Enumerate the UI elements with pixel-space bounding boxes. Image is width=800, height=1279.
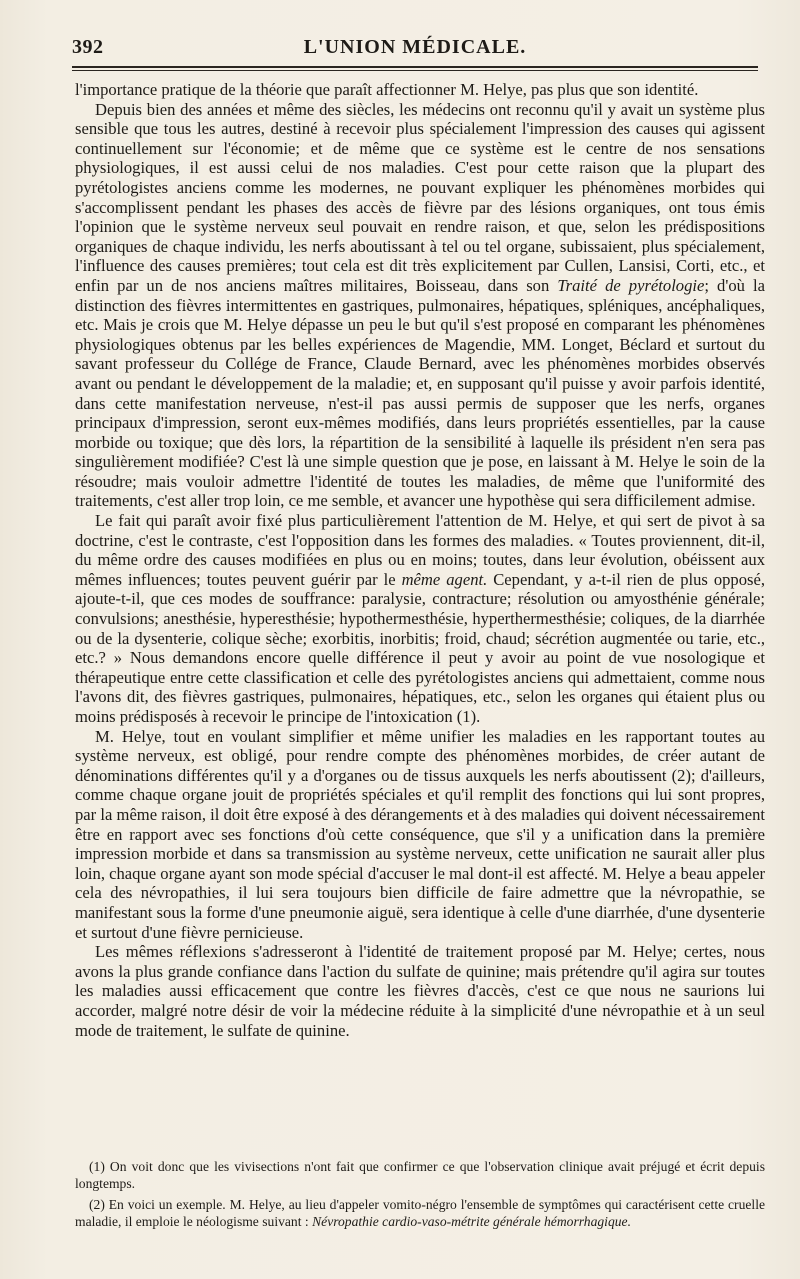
italic-phrase: même agent. — [401, 569, 488, 589]
paragraph-1 — [75, 80, 765, 100]
paragraph-4 — [75, 727, 765, 943]
running-title: L'UNION MÉDICALE. — [303, 36, 527, 58]
paragraph-3 — [75, 511, 765, 727]
paragraph-5 — [75, 942, 765, 1040]
paragraph-1-text: l'importance pratique de la théorie que paraît affectionner M. Helye, pas plus que son identité. — [75, 80, 699, 99]
header-rule-thin — [72, 70, 758, 71]
book-title: Traité de pyrétologie — [557, 275, 705, 295]
paragraph-5-text: Les mêmes réflexions s'adresseront à l'identité de traitement proposé par M. Helye; certes, nous avons la plus grande confiance dans l'action du sulfate de quinine; mais prétendre qu'il agira sur toutes les maladies aussi efficacement que contre les fièvres d'accès, c'est ce que nous ne saurions lui accorder, malgré notre désir de voir la médecine réduite à la simplicité d'une névropathie et à un seul mode de traitement, le sulfate de quinine. — [75, 942, 765, 1040]
paragraph-2 — [75, 100, 765, 511]
paragraph-3-text: Le fait qui paraît avoir fixé plus particulièrement l'attention de M. Helye, et qui sert de pivot à sa doctrine, c'est le contraste, c'est l'opposition dans les formes des maladies. « Toutes proviennent, dit-il, du même ordre des causes modifiées en plus ou en moins; toutes, dans leur évolution, obéissent aux mêmes influences; toutes peuvent guérir par le — [75, 511, 765, 589]
main-text — [75, 80, 765, 1040]
footnote-2-text: (2) En voici un exemple. M. Helye, au lieu d'appeler vomito-négro l'ensemble de symptômes qui caractérisent cette cruelle maladie, il emploie le néologisme suivant : — [75, 1197, 765, 1229]
header-rule — [72, 66, 758, 68]
footnote-1 — [75, 1158, 765, 1192]
footnotes — [75, 1158, 765, 1234]
paragraph-3-text-cont: Cependant, y a-t-il rien de plus opposé, ajoute-t-il, que ces modes de souffrance: paralysie, contracture; résolution ou amyosthénie générale; convulsions; anesthésie, hyperesthésie; hypothermesthésie, hyperthermesthésie; coliques, de la diarrhée ou de la dysenterie, colique sèche; exorbitis, inorbitis; froid, chaud; sécrétion augmentée ou tarie, etc., etc.? » Nous demandons encore quelle différence il peut y avoir au point de vue nosologique et thérapeutique entre cette classification et celle des pyrétologistes anciens qui admettaient, comme nous l'avons dit, des fièvres gastriques, pulmonaires, hépatiques, etc., selon les organes qui étaient plus ou moins prédisposés à recevoir le principe de l'intoxication (1). — [75, 569, 765, 726]
page-number: 392 — [72, 36, 104, 58]
paragraph-4-text: M. Helye, tout en voulant simplifier et même unifier les maladies en les rapportant toutes au système nerveux, est obligé, pour rendre compte des phénomènes morbides, de créer autant de dénominations différentes qu'il y a d'organes ou de tissus auxquels les nerfs aboutissent (2); d'ailleurs, comme chaque organe jouit de propriétés spéciales et qu'il remplit des fonctions qui lui sont propres, par la même raison, il doit être exposé à des dérangements et à des maladies qui doivent nécessairement être en rapport avec ses fonctions d'où cette conséquence, que s'il y a unification dans la première impression morbide et dans sa transmission au système nerveux, cette unification ne saurait aller plus loin, chaque organe ayant son mode spécial d'accuser le mal dont-il est affecté. M. Helye a beau appeler cela des névropathies, il lui sera toujours bien difficile de faire admettre que la névropathie, se manifestant sous la forme d'une pneumonie aiguë, sera identique à celle d'une diarrhée, d'une dysenterie et surtout d'une fièvre pernicieuse. — [75, 726, 765, 942]
paragraph-2-text-cont: ; d'où la distinction des fièvres intermittentes en gastriques, pulmonaires, hépatiques, spléniques, ancéphaliques, etc. Mais je crois que M. Helye dépasse un peu le but qu'il s'est proposé en comparant les phénomènes physiologiques obtenus par les belles expériences de Magendie, MM. Longet, Béclard et surtout du savant professeur du Collége de France, Claude Bernard, avec les phénomènes morbides observés avant ou pendant le développement de la maladie; et, en supposant qu'il puisse y avoir parfois identité, dans cette manifestation nerveuse, n'est-il pas aussi permis de supposer que les nerfs, organes principaux d'impression, seront eux-mêmes modifiés, dans leurs propriétés essentielles, par la cause morbide ou toxique; que dès lors, la répartition de la sensibilité à laquelle ils président n'en sera pas singulièrement modifiée? C'est là une simple question que je pose, en laissant à M. Helye le soin de la résoudre; mais vouloir admettre l'identité de toutes les maladies, de même que l'uniformité des traitements, c'est aller trop loin, ce me semble, et avancer une hypothèse qui sera difficilement admise. — [75, 275, 765, 511]
footnote-2 — [75, 1196, 765, 1230]
paragraph-2-text: Depuis bien des années et même des siècles, les médecins ont reconnu qu'il y avait un système plus sensible que tous les autres, destiné à recevoir plus spécialement l'impression des causes qui agissent continuellement sur l'économie; et de même que ce système est le centre de nos sensations physiologiques, il est aussi celui de nos maladies. C'est pour cette raison que la plupart des pyrétologistes anciens comme les modernes, ne pouvant expliquer les phénomènes morbides qui s'accomplissent pendant les phases des accès de fièvre par des lésions organiques, ont tous émis l'opinion que le système nerveux seul pouvait en rendre raison, et que, selon les prédispositions organiques de chaque individu, les nerfs aboutissant à tel ou tel organe, subissaient, plus spécialement, l'influence des causes premières; tout cela est dit très explicitement par Cullen, Lansisi, Corti, etc., et enfin par un de nos anciens maîtres militaires, Boisseau, dans son — [75, 99, 765, 295]
footnote-1-text: (1) On voit donc que les vivisections n'ont fait que confirmer ce que l'observation clinique avait préjugé et écrit depuis longtemps. — [75, 1159, 765, 1191]
page-header — [72, 30, 758, 66]
footnote-2-neologism: Névropathie cardio-vaso-métrite générale hémorrhagique. — [312, 1214, 631, 1229]
